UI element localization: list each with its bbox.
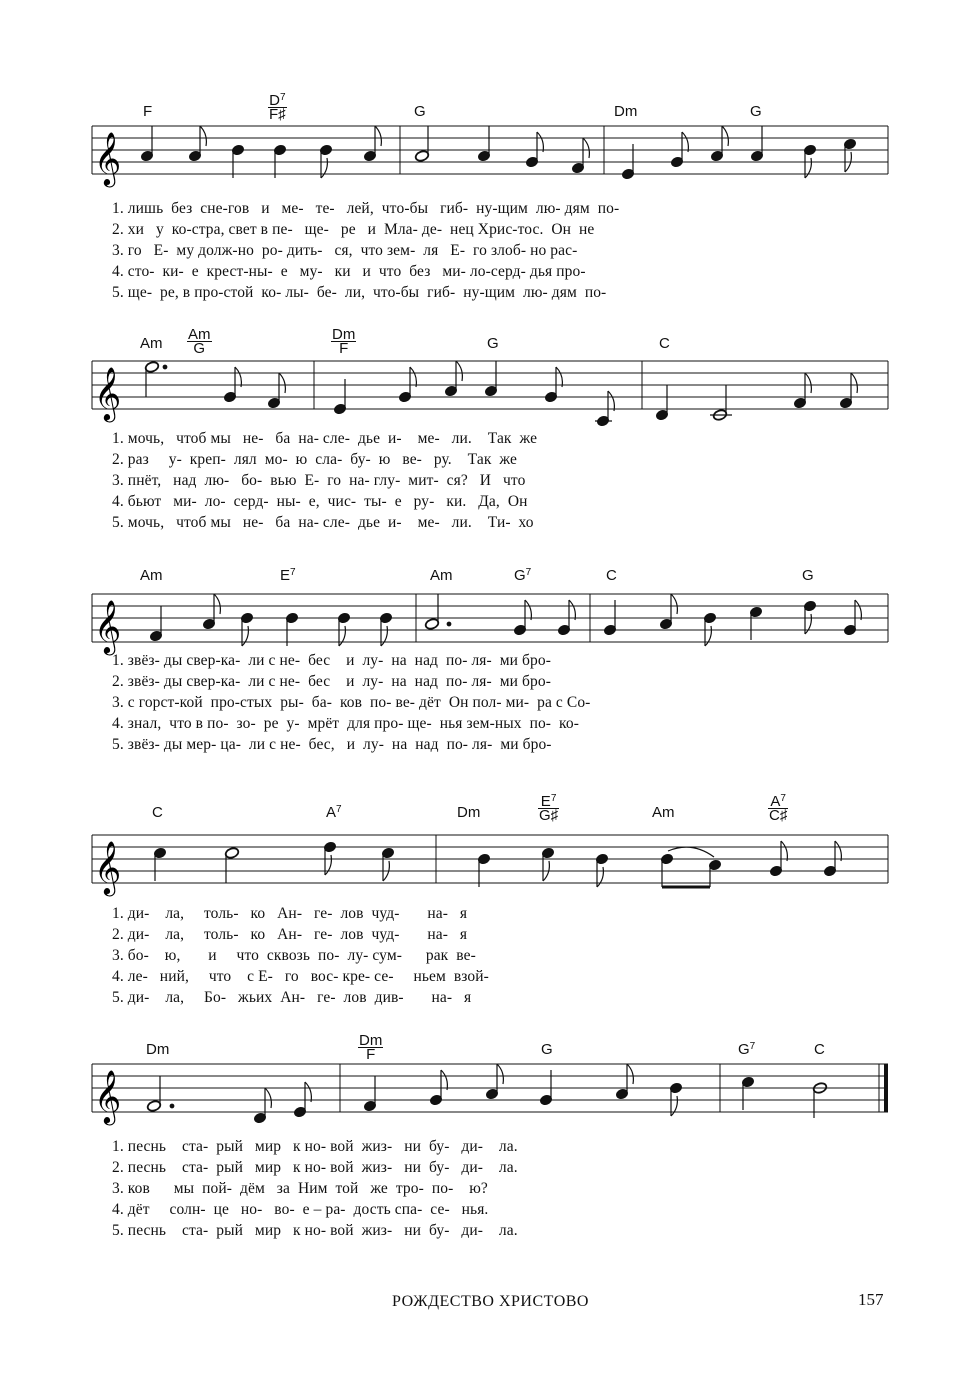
page-number: 157 (858, 1290, 884, 1309)
chord-symbol: C (606, 567, 617, 584)
chord-symbol: Am (652, 804, 675, 821)
chord-symbol-slash: $\frac{E^7}{G♯}$ (539, 793, 559, 824)
chord-symbol: G (541, 1041, 553, 1058)
chord-symbol-slash: $\frac{D^7}{F♯}$ (269, 92, 286, 123)
treble-clef-icon: 𝄞 (94, 366, 122, 420)
verse-line-1: 1. песнь ста- рый мир к но- вой жиз- ни бу- ди- ла. (112, 1138, 518, 1155)
verse-line-1: 1. лишь без сне-гов и ме- те- лей, чтo-бы гиб- ну-щим лю- дям по- (112, 200, 620, 217)
chord-symbol: $E^7$ (280, 567, 296, 584)
verse-line-5: 5. ди- ла, Бо- жьих Ан- ге- лов див- на- я (112, 989, 472, 1006)
staff-3 (0, 470, 980, 670)
treble-clef-icon: 𝄞 (94, 599, 122, 653)
treble-clef-icon: 𝄞 (94, 840, 122, 894)
chord-symbol: C (659, 335, 670, 352)
chord-symbol: $A^7$ (326, 804, 342, 821)
verse-line-3: 3. го Е- му долж-но ро- дить- ся, что зем- ля Е- го злоб- но рас- (112, 242, 578, 259)
verse-line-4: 4. знал, что в по- зо- ре у- мрёт для про- ще- нья зем-ных по- ко- (112, 715, 579, 732)
verse-line-4: 4. сто- ки- е крест-ны- е му- ки и что без ми- ло-серд- дья про- (112, 263, 586, 280)
verse-line-4: 4. бьют ми- ло- серд- ны- е, чис- ты- е ру- ки. Да, Он (112, 493, 528, 510)
verse-line-1: 1. ди- ла, толь- ко Ан- ге- лов чуд- на- я (112, 905, 468, 922)
verse-line-1: 1. звёз- ды свер-ка- ли с не- бес и лу- на над по- ля- ми бро- (112, 652, 551, 669)
chord-symbol: $G^7$ (514, 567, 532, 584)
staff-4 (0, 705, 980, 905)
verse-line-5: 5. песнь ста- рый мир к но- вой жиз- ни бу- ди- ла. (112, 1222, 518, 1239)
chord-symbol: G (414, 103, 426, 120)
chord-symbol: Dm (146, 1041, 170, 1058)
verse-lyrics (112, 1136, 872, 1241)
verse-line-5: 5. ще- ре, в про-стой ко- лы- бе- ли, что-бы гиб- ну-щим лю- дям по- (112, 284, 607, 301)
chord-symbol: $G^7$ (738, 1041, 756, 1058)
chord-symbol: G (802, 567, 814, 584)
verse-line-2: 2. хи у ко-стра, свет в пе- ще- ре и Мла- де- нец Хрис-тос. Он не (112, 221, 595, 238)
verse-line-5: 5. звёз- ды мер- ца- ли с не- бес, и лу- на над по- ля- ми бро- (112, 736, 552, 753)
footer-title: РОЖДЕСТВО ХРИСТОВО (392, 1293, 589, 1310)
verse-line-2: 2. звёз- ды свер-ка- ли с не- бес и лу- на над по- ля- ми бро- (112, 673, 551, 690)
verse-line-2: 2. раз у- креп- лял мо- ю сла- бу- ю ве- ру. Так же (112, 451, 518, 468)
chord-symbol: C (152, 804, 163, 821)
chord-symbol-slash: $\frac{Am}{G}$ (188, 326, 211, 357)
verse-line-4: 4. ле- ний, что с Е- го вос- кре- се- ньем взой- (112, 968, 489, 985)
verse-line-4: 4. дёт солн- це но- во- е – ра- дость спа- се- нья. (112, 1201, 489, 1218)
chord-symbol: F (143, 103, 153, 120)
verse-line-2: 2. ди- ла, толь- ко Ан- ге- лов чуд- на- я (112, 926, 468, 943)
chord-symbol: C (814, 1041, 825, 1058)
treble-clef-icon: 𝄞 (94, 131, 122, 185)
chord-symbol: Dm (614, 103, 638, 120)
staff-2 (0, 235, 980, 435)
verse-line-3: 3. с горст-кой про-стых ры- ба- ков по- ве- дёт Он пол- ми- ра с Со- (112, 694, 591, 711)
verse-line-5: 5. мочь, чтоб мы не- ба на- сле- дье и- ме- ли. Ти- хо (112, 514, 534, 531)
chord-symbol-slash: $\frac{A^7}{C♯}$ (769, 793, 788, 824)
chord-symbol: G (750, 103, 762, 120)
chord-symbol: Am (430, 567, 453, 584)
chord-symbol: G (487, 335, 499, 352)
chord-symbol: Dm (457, 804, 481, 821)
chord-symbol-slash: $\frac{Dm}{F}$ (332, 326, 356, 357)
chord-symbol-slash: $\frac{Dm}{F}$ (359, 1032, 383, 1063)
verse-line-3: 3. пнёт, над лю- бо- вью Е- го на- глу- мит- ся? И что (112, 472, 526, 489)
chord-symbol: Am (140, 335, 163, 352)
verse-line-1: 1. мочь, чтоб мы не- ба на- сле- дье и- ме- ли. Так же (112, 430, 538, 447)
staff-1 (0, 0, 980, 200)
staff-5 (0, 940, 980, 1140)
verse-line-3: 3. ков мы пой- дём за Ним той же тро- по- ю? (112, 1180, 488, 1197)
verse-line-3: 3. бо- ю, и что сквозь по- лу- сум- рак ве- (112, 947, 476, 964)
treble-clef-icon: 𝄞 (94, 1069, 122, 1123)
verse-line-2: 2. песнь ста- рый мир к но- вой жиз- ни бу- ди- ла. (112, 1159, 518, 1176)
chord-symbol: Am (140, 567, 163, 584)
